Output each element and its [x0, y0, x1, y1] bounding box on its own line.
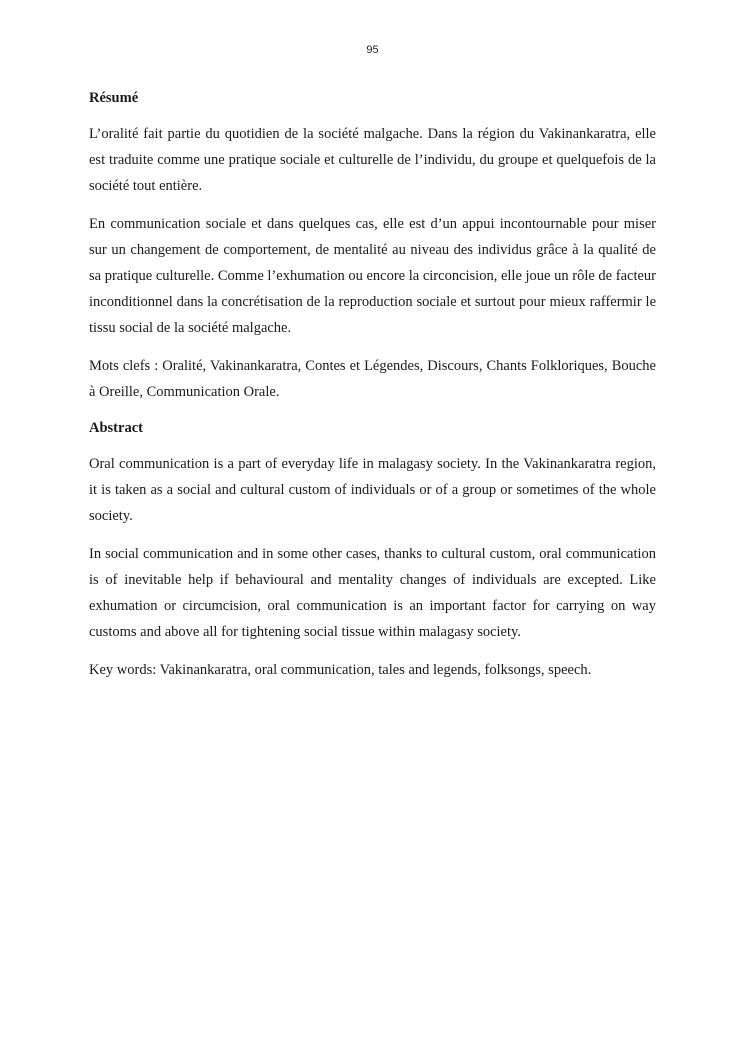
resume-paragraph-1: L’oralité fait partie du quotidien de la société malgache. Dans la région du Vakinankaratra, elle est traduite comme une pratique sociale et culturelle de l’individu, du groupe et quelquefois de la société tout entière. — [89, 126, 656, 194]
abstract-paragraph-1: Oral communication is a part of everyday life in malagasy society. In the Vakinankaratra region, it is taken as a social and cultural custom of individuals or of a group or sometimes of the whole society. — [89, 456, 656, 524]
abstract-heading: Abstract — [89, 420, 143, 436]
resume-section — [89, 87, 656, 405]
page-content — [89, 87, 656, 695]
page-number: 95 — [366, 44, 379, 56]
abstract-section — [89, 417, 656, 683]
abstract-paragraph-2: In social communication and in some other cases, thanks to cultural custom, oral communication is of inevitable help if behavioural and mentality changes of individuals are excepted. Like exhumation or circumcision, oral communication is an important factor for carrying on way customs and above all for tightening social tissue within malagasy society. — [89, 546, 656, 640]
resume-heading: Résumé — [89, 90, 139, 106]
resume-paragraph-2: En communication sociale et dans quelques cas, elle est d’un appui incontournable pour miser sur un changement de comportement, de mentalité au niveau des individus grâce à la qualité de sa pratique culturelle. Comme l’exhumation ou encore la circoncision, elle joue un rôle de facteur inconditionnel dans la concrétisation de la reproduction sociale et surtout pour mieux raffermir le tissu social de la société malgache. — [89, 216, 656, 336]
resume-keywords: Mots clefs : Oralité, Vakinankaratra, Contes et Légendes, Discours, Chants Folkloriques, Bouche à Oreille, Communication Orale. — [89, 358, 656, 400]
abstract-keywords: Key words: Vakinankaratra, oral communication, tales and legends, folksongs, speech. — [89, 662, 592, 678]
